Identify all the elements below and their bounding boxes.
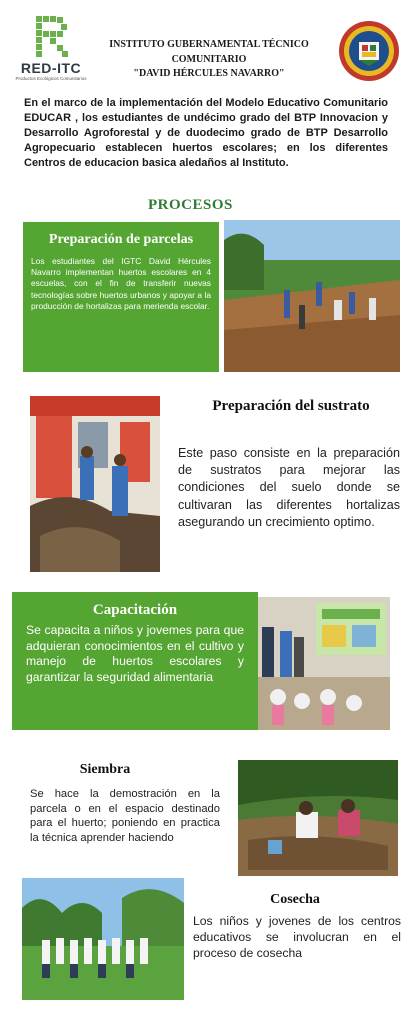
cosecha-title: Cosecha	[270, 892, 320, 907]
capacitacion-title: Capacitación	[92, 602, 178, 618]
sustrato-photo	[30, 396, 160, 572]
parcelas-title: Preparación de parcelas	[48, 232, 194, 247]
logo-subtext: Productos Ecológicos Comunitarios	[15, 76, 87, 81]
capacitacion-photo	[258, 597, 390, 730]
siembra-text: Se hace la demostración en la parcela o en el espacio destinado para el huerto; poniendo en practica la técnica aprender haciendo	[30, 788, 220, 844]
institute-title	[74, 38, 344, 82]
siembra-photo	[238, 760, 398, 876]
siembra-title: Siembra	[79, 762, 131, 777]
cosecha-photo	[22, 878, 184, 1000]
institute-seal-icon	[338, 20, 400, 82]
capacitacion-text: Se capacita a niños y jovemes para que adquieran conocimientos en el cultivo y manejo de huertos escolares y garantizar la seguridad alimentaria	[26, 623, 244, 684]
parcelas-photo	[224, 220, 400, 372]
sustrato-title: Preparación del sustrato	[212, 398, 370, 414]
logo-r-icon	[32, 14, 72, 58]
capacitacion-box	[12, 592, 258, 730]
institute-line-1: INSTITUTO GUBERNAMENTAL TÉCNICO COMUNITARIO	[109, 39, 309, 65]
intro-paragraph: En el marco de la implementación del Modelo Educativo Comunitario EDUCAR , los estudiantes de undécimo grado del BTP Innovacion y Desarrollo Agroforestal y de duodecimo grado de BTP Desarrollo Agropecuario establecen huertos escolares; en los diferentes Centros de educacion basica aledaños al Instituto.	[24, 97, 388, 169]
cosecha-text: Los niños y jovenes de los centros educativos se involucran en el proceso de cosecha	[193, 914, 401, 960]
institute-line-2: "DAVID HÉRCULES NAVARRO"	[133, 68, 285, 79]
sustrato-text: Este paso consiste en la preparación de sustratos para mejorar las condiciones del suelo donde se cultivaran las diferentes hortalizas asegurando un crecimiento optimo.	[178, 446, 400, 529]
parcelas-text: Los estudiantes del IGTC David Hércules Navarro implementan huertos escolares en 4 escuelas, con el fin de transferir nuevas tecnologías sobre huertos urbanos y apoyar a la producción de hortalizas para merienda escolar.	[31, 256, 211, 311]
procesos-heading: PROCESOS	[148, 197, 233, 213]
parcelas-box	[23, 222, 219, 372]
logo-text: RED-ITC	[20, 60, 82, 76]
